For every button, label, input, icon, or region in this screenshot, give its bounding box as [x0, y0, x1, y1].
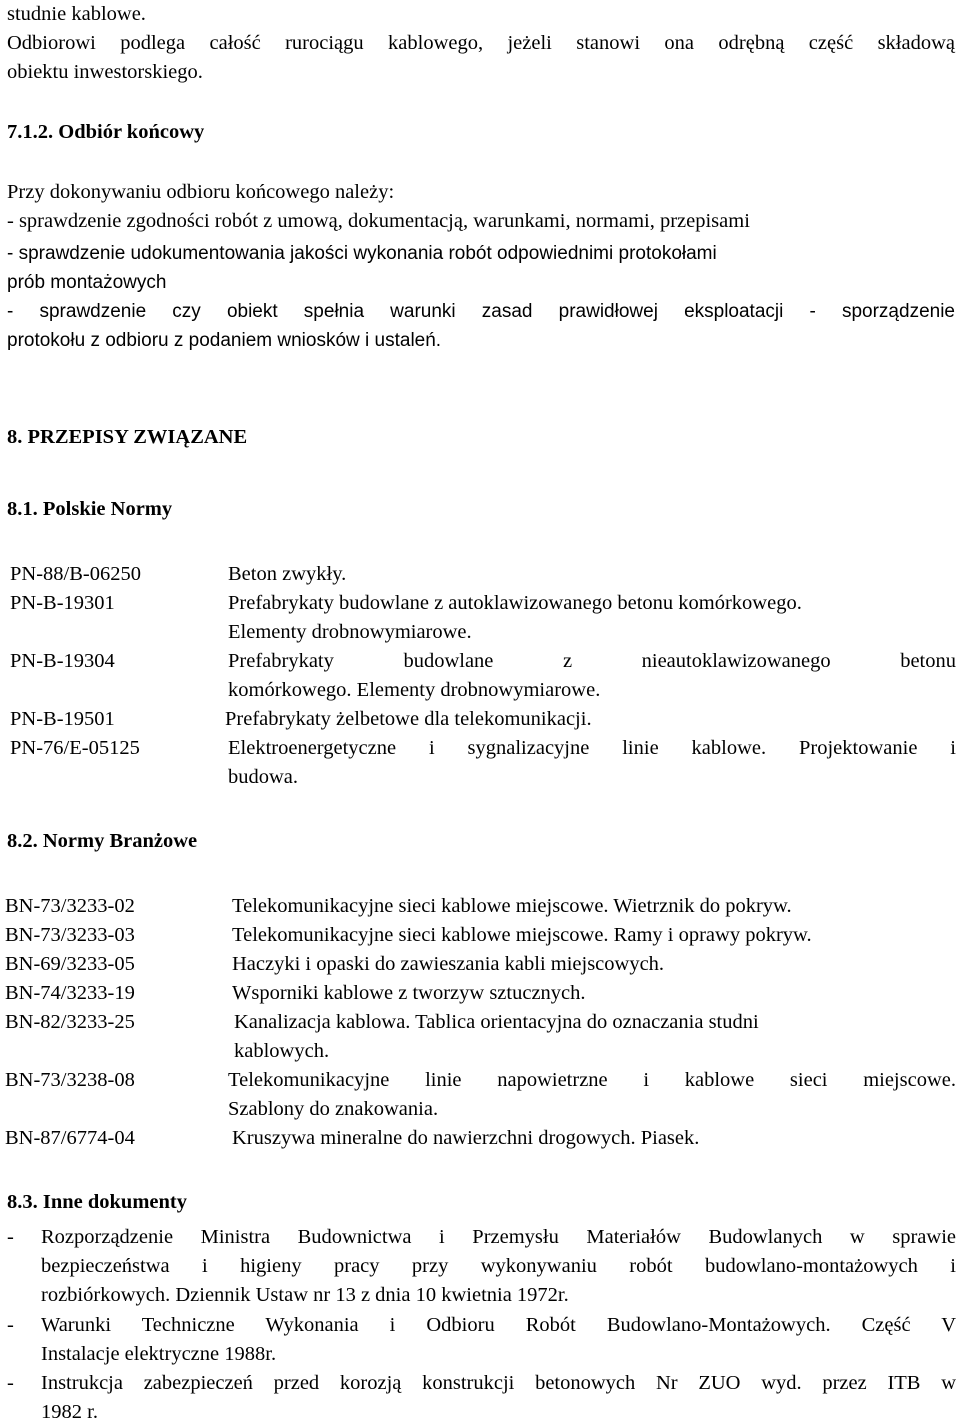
- pn-desc: Beton zwykły.: [228, 563, 347, 585]
- bn-code: BN-74/3233-19: [5, 982, 135, 1004]
- pn-desc-cont: komórkowego. Elementy drobnowymiarowe.: [228, 679, 601, 701]
- list-bullet: -: [7, 1372, 14, 1394]
- bn-desc: Telekomunikacyjne linie napowietrzne i kablowe sieci miejscowe.: [228, 1069, 956, 1091]
- list-item-line: 1982 r.: [41, 1401, 98, 1423]
- list-item-line: Rozporządzenie Ministra Budownictwa i Przemysłu Materiałów Budowlanych w sprawie: [41, 1226, 956, 1248]
- list-item: [41, 1369, 956, 1427]
- list-item-line: Instrukcja zabezpieczeń przed korozją konstrukcji betonowych Nr ZUO wyd. przez ITB w: [41, 1372, 956, 1394]
- paragraph-item-2-cont: prób montażowych: [7, 272, 167, 293]
- list-bullet: -: [7, 1226, 14, 1248]
- pn-desc: Prefabrykaty żelbetowe dla telekomunikacji.: [225, 708, 592, 730]
- intro-line-3: obiektu inwestorskiego.: [7, 61, 203, 83]
- bn-desc: Kruszywa mineralne do nawierzchni drogowych. Piasek.: [232, 1127, 700, 1149]
- pn-code: PN-88/B-06250: [10, 563, 141, 585]
- pn-desc-cont: Elementy drobnowymiarowe.: [228, 621, 472, 643]
- list-item-line: Warunki Techniczne Wykonania i Odbioru Robót Budowlano-Montażowych. Część V: [41, 1314, 956, 1336]
- bn-code: BN-73/3233-03: [5, 924, 135, 946]
- pn-code: PN-B-19501: [10, 708, 115, 730]
- list-bullet: -: [7, 1314, 14, 1336]
- section-heading-7-1-2: [7, 118, 204, 147]
- pn-desc: Prefabrykaty budowlane z autoklawizowanego betonu komórkowego.: [228, 592, 802, 614]
- bn-desc: Haczyki i opaski do zawieszania kabli miejscowych.: [232, 953, 665, 975]
- section-heading-8-2: 8.2. Normy Branżowe: [7, 830, 198, 852]
- bn-code: BN-82/3233-25: [5, 1011, 135, 1033]
- intro-line-2: Odbiorowi podlega całość rurociągu kablowego, jeżeli stanowi ona odrębną część składową: [7, 32, 955, 54]
- pn-code: PN-76/E-05125: [10, 737, 140, 759]
- section-heading-8-1: 8.1. Polskie Normy: [7, 498, 173, 520]
- paragraph-item-3: - sprawdzenie czy obiekt spełnia warunki zasad prawidłowej eksploatacji - sporządzenie: [7, 301, 955, 322]
- section-heading-8-3: 8.3. Inne dokumenty: [7, 1191, 187, 1213]
- section-heading-8: 8. PRZEPISY ZWIĄZANE: [7, 426, 248, 448]
- pn-desc: Prefabrykaty budowlane z nieautoklawizowanego betonu: [228, 650, 956, 672]
- bn-desc-cont: kablowych.: [234, 1040, 330, 1062]
- pn-desc: Elektroenergetyczne i sygnalizacyjne linie kablowe. Projektowanie i: [228, 737, 956, 759]
- bn-desc-cont: Szablony do znakowania.: [228, 1098, 439, 1120]
- pn-code: PN-B-19304: [10, 650, 115, 672]
- bn-desc: Wsporniki kablowe z tworzyw sztucznych.: [232, 982, 586, 1004]
- paragraph-item-2: - sprawdzenie udokumentowania jakości wykonania robót odpowiednimi protokołami: [7, 243, 717, 264]
- bn-code: BN-73/3238-08: [5, 1069, 135, 1091]
- list-item: [41, 1311, 956, 1369]
- bn-desc: Kanalizacja kablowa. Tablica orientacyjna do oznaczania studni: [234, 1011, 759, 1033]
- bn-desc: Telekomunikacyjne sieci kablowe miejscowe. Ramy i oprawy pokryw.: [232, 924, 812, 946]
- pn-code: PN-B-19301: [10, 592, 115, 614]
- heading-title: Odbiór końcowy: [58, 121, 205, 143]
- bn-code: BN-73/3233-02: [5, 895, 135, 917]
- list-item-line: rozbiórkowych. Dziennik Ustaw nr 13 z dnia 10 kwietnia 1972r.: [41, 1284, 569, 1306]
- pn-desc-cont: budowa.: [228, 766, 299, 788]
- bn-code: BN-69/3233-05: [5, 953, 135, 975]
- list-item-line: bezpieczeństwa i higieny pracy przy wykonywaniu robót budowlano-montażowych i: [41, 1255, 956, 1277]
- list-item-line: Instalacje elektryczne 1988r.: [41, 1343, 277, 1365]
- paragraph-item-1: - sprawdzenie zgodności robót z umową, dokumentacją, warunkami, normami, przepisami: [7, 210, 750, 232]
- paragraph-item-3-cont: protokołu z odbioru z podaniem wniosków i ustaleń.: [7, 330, 442, 351]
- heading-number: 7.1.2.: [7, 121, 54, 143]
- bn-desc: Telekomunikacyjne sieci kablowe miejscowe. Wietrznik do pokryw.: [232, 895, 792, 917]
- intro-line-1: studnie kablowe.: [7, 3, 146, 25]
- bn-code: BN-87/6774-04: [5, 1127, 135, 1149]
- list-item: [41, 1223, 956, 1310]
- paragraph-intro: Przy dokonywaniu odbioru końcowego należy:: [7, 181, 395, 203]
